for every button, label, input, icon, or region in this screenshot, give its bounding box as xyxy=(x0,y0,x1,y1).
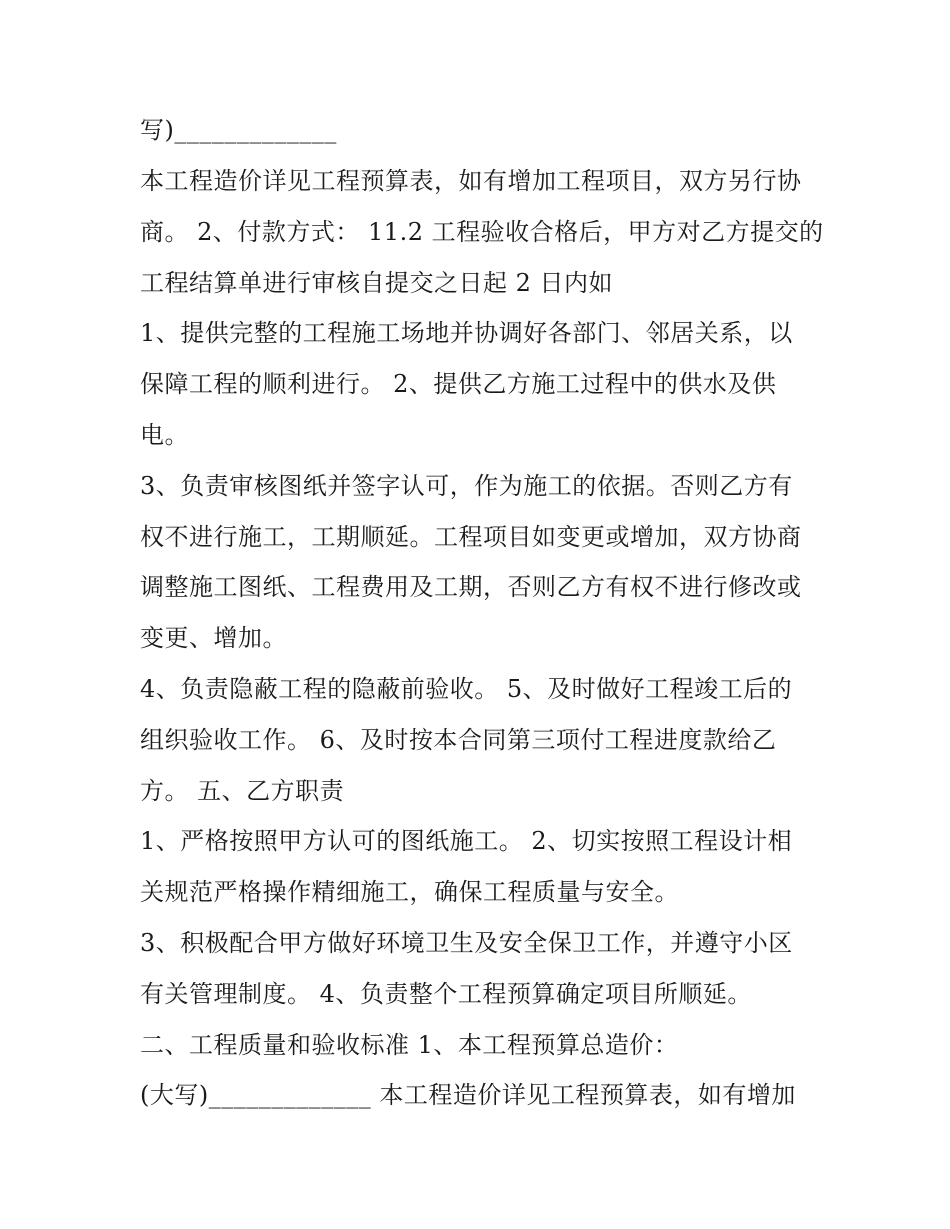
text-line: 变更、增加。 xyxy=(140,624,287,652)
text-line: 3、积极配合甲方做好环境卫生及安全保卫工作，并遵守小区 xyxy=(140,929,793,957)
text-line: 权不进行施工，工期顺延。工程项目如变更或增加，双方协商 xyxy=(140,523,802,551)
text-line: 工程结算单进行审核自提交之日起 2 日内如 xyxy=(140,269,614,297)
text-line: 本工程造价详见工程预算表，如有增加工程项目，双方另行协 xyxy=(140,167,802,195)
text-line: 关规范严格操作精细施工，确保工程质量与安全。 xyxy=(140,878,679,906)
text-line: 4、负责隐蔽工程的隐蔽前验收。 5、及时做好工程竣工后的 xyxy=(140,675,793,703)
text-line: 保障工程的顺利进行。 2、提供乙方施工过程中的供水及供 xyxy=(140,370,777,398)
text-line: 1、提供完整的工程施工场地并协调好各部门、邻居关系，以 xyxy=(140,319,793,347)
text-line: 3、负责审核图纸并签字认可，作为施工的依据。否则乙方有 xyxy=(140,472,793,500)
text-line: 方。 五、乙方职责 xyxy=(140,777,345,805)
text-line: 电。 xyxy=(140,421,189,449)
text-line: 商。 2、付款方式： 11.2 工程验收合格后，甲方对乙方提交的 xyxy=(140,218,824,246)
text-line: 写)_____________ xyxy=(140,116,337,144)
text-line: 调整施工图纸、工程费用及工期，否则乙方有权不进行修改或 xyxy=(140,573,802,601)
text-line: 1、严格按照甲方认可的图纸施工。 2、切实按照工程设计相 xyxy=(140,827,793,855)
text-line: 二、工程质量和验收标准 1、本工程预算总造价： xyxy=(140,1031,679,1059)
text-line: 组织验收工作。 6、及时按本合同第三项付工程进度款给乙 xyxy=(140,726,777,754)
text-line: (大写)_____________ 本工程造价详见工程预算表，如有增加 xyxy=(140,1081,796,1109)
text-line: 有关管理制度。 4、负责整个工程预算确定项目所顺延。 xyxy=(140,980,752,1008)
